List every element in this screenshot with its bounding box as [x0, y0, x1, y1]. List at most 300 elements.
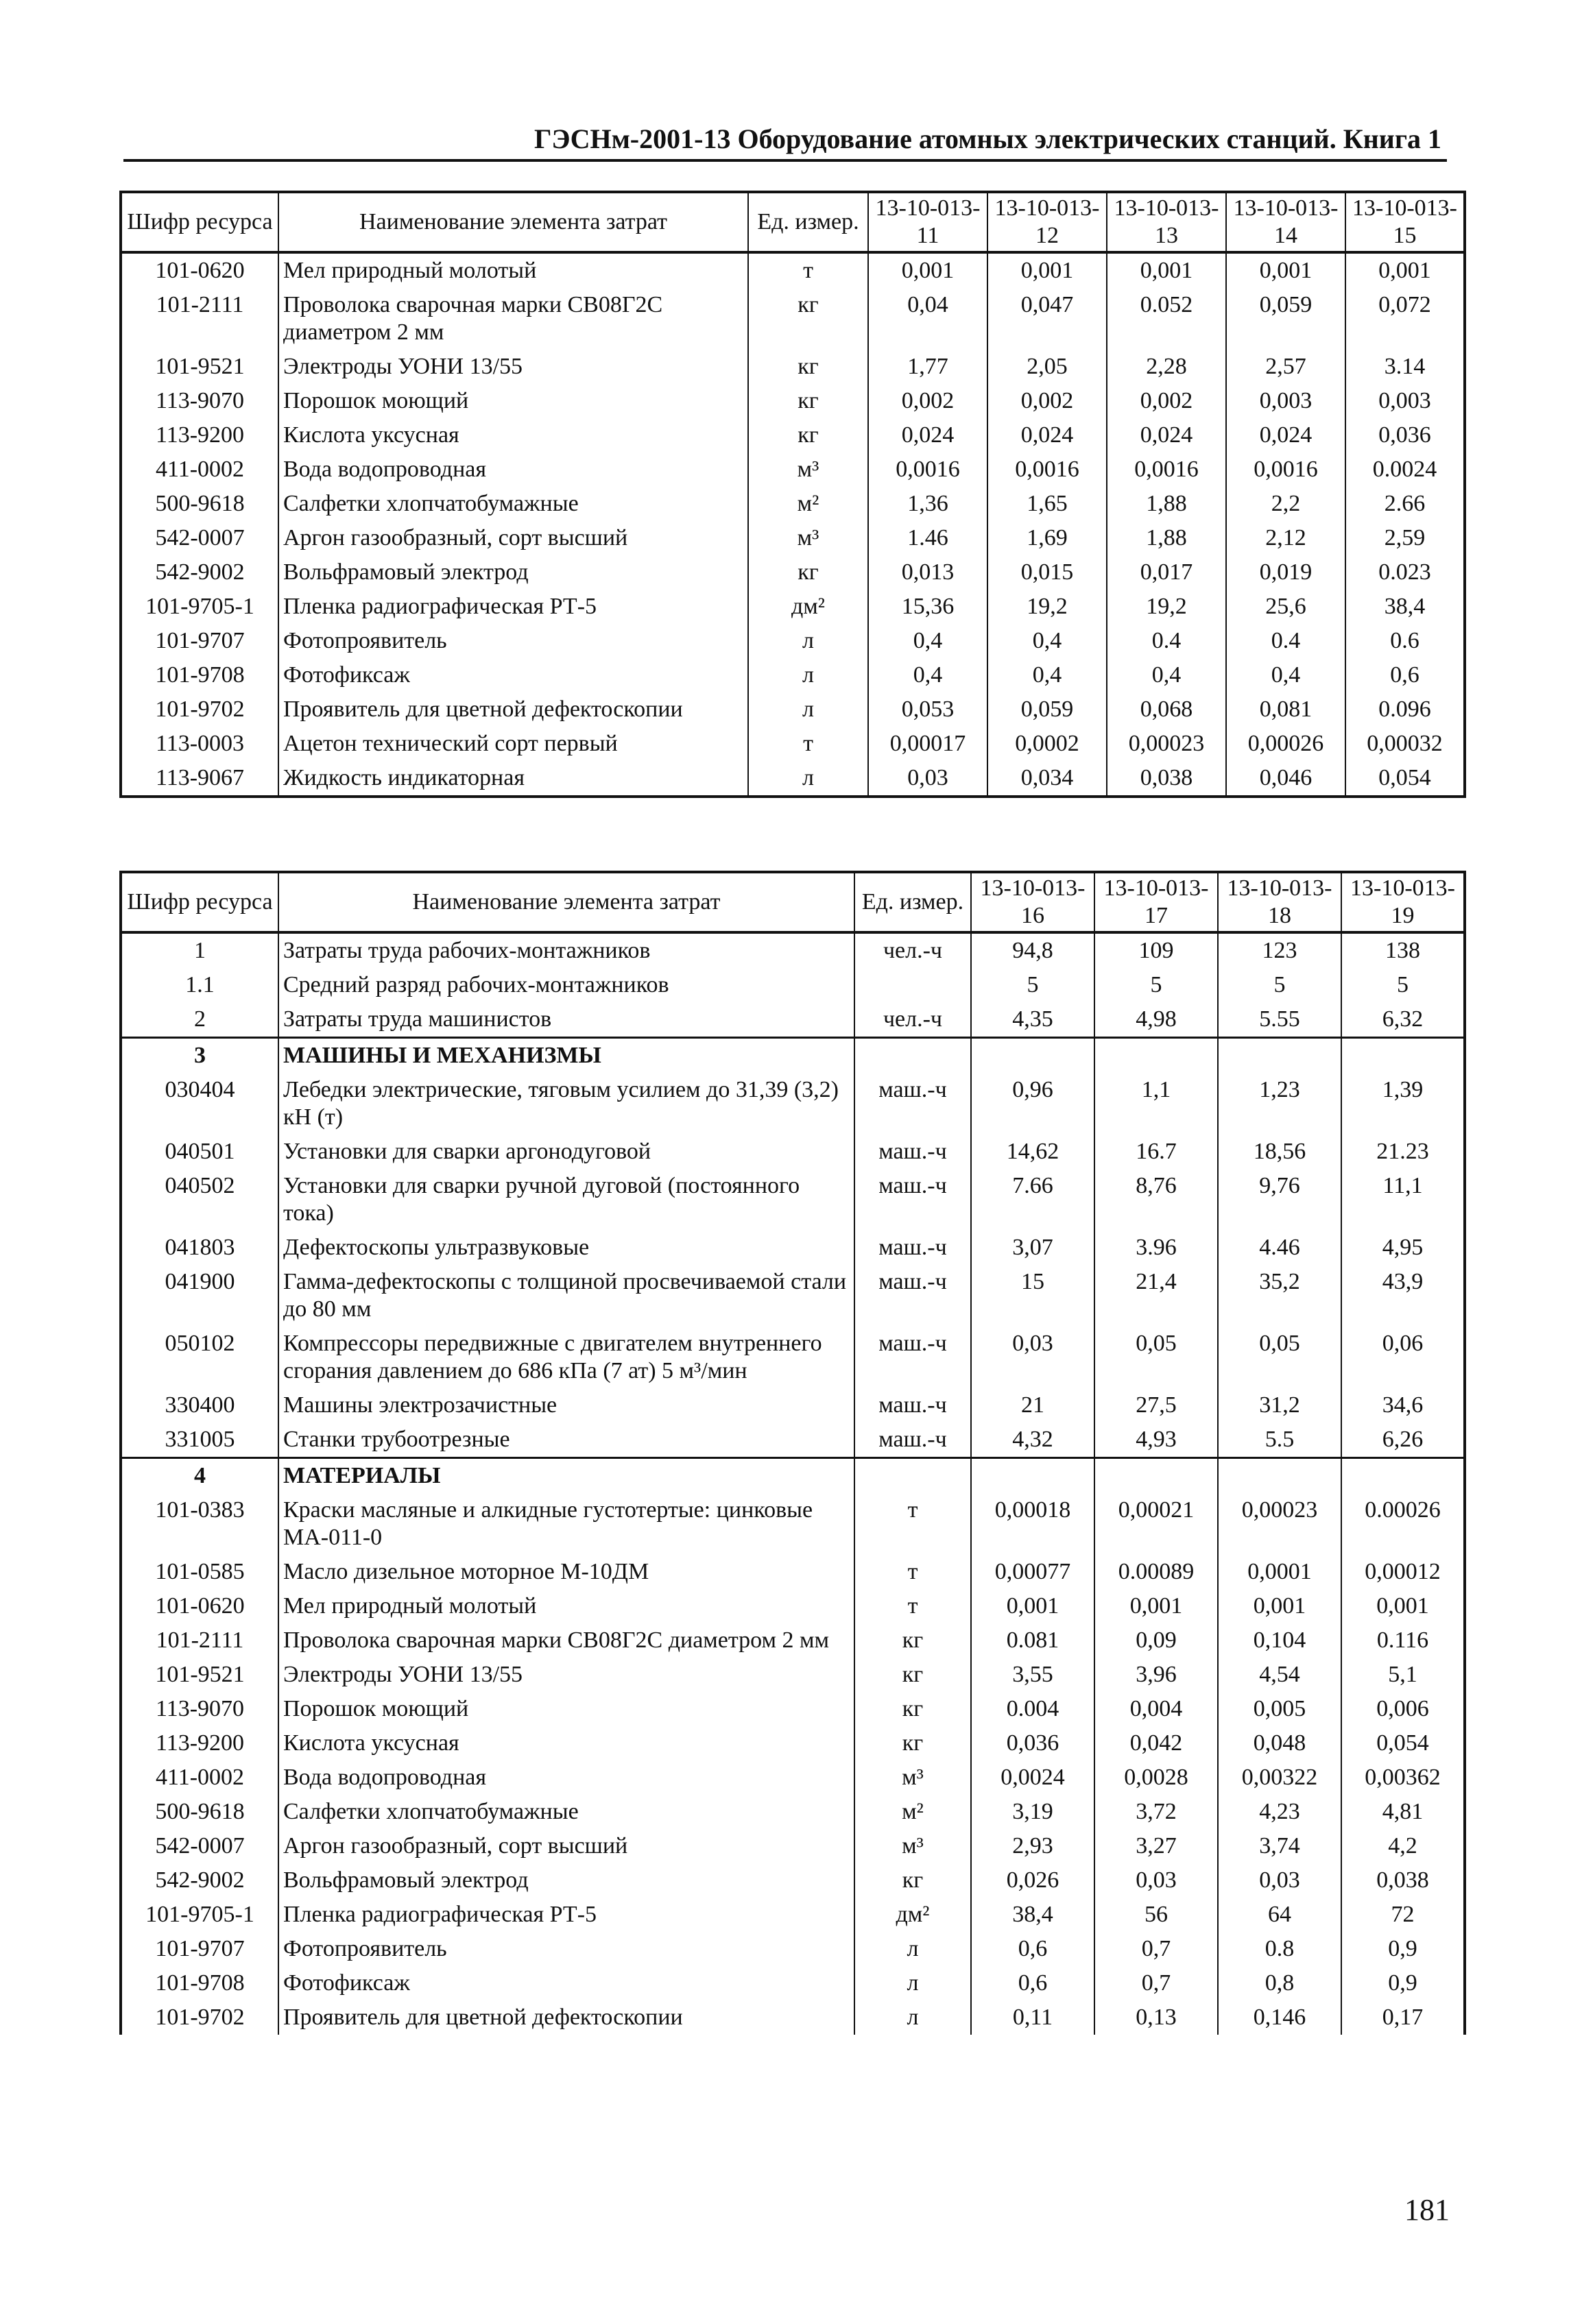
table1-header-unit: Ед. измер.	[748, 192, 868, 252]
resource-table-2	[119, 871, 1466, 2035]
table-row	[121, 350, 1465, 384]
value-cell: 0,7	[1094, 1932, 1218, 1966]
unit-cell: м³	[854, 1829, 971, 1863]
table-row	[121, 1623, 1465, 1658]
value-cell: 2,2	[1226, 487, 1345, 521]
resource-name: Станки трубоотрезные	[278, 1423, 854, 1458]
value-cell: 0,047	[987, 288, 1107, 350]
value-cell: 4,93	[1094, 1423, 1218, 1458]
unit-cell: кг	[748, 384, 868, 418]
resource-name: Краски масляные и алкидные густотертые: цинковые МА-011-0	[278, 1493, 854, 1555]
resource-code: 101-0383	[121, 1493, 278, 1555]
unit-cell: чел.-ч	[854, 1002, 971, 1038]
value-cell: 4,2	[1341, 1829, 1465, 1863]
resource-name: МАТЕРИАЛЫ	[278, 1458, 854, 1494]
table-row	[121, 761, 1465, 797]
value-cell: 9,76	[1218, 1169, 1341, 1231]
unit-cell: кг	[748, 418, 868, 452]
unit-cell: кг	[748, 350, 868, 384]
value-cell: 0,046	[1226, 761, 1345, 797]
value-cell: 0,038	[1107, 761, 1226, 797]
value-cell: 0,05	[1094, 1327, 1218, 1388]
value-cell	[1094, 1458, 1218, 1494]
value-cell: 0,042	[1094, 1726, 1218, 1760]
table-row	[121, 1555, 1465, 1589]
resource-code: 101-9702	[121, 2000, 278, 2035]
unit-cell: кг	[854, 1692, 971, 1726]
value-cell: 0,072	[1345, 288, 1465, 350]
value-cell: 27,5	[1094, 1388, 1218, 1423]
resource-name: Жидкость индикаторная	[278, 761, 748, 797]
resource-code: 101-9521	[121, 350, 278, 384]
value-cell: 0,059	[987, 692, 1107, 727]
table-row	[121, 521, 1465, 555]
value-cell: 123	[1218, 932, 1341, 968]
value-cell: 43,9	[1341, 1265, 1465, 1327]
resource-name: Кислота уксусная	[278, 1726, 854, 1760]
value-cell: 1,88	[1107, 521, 1226, 555]
value-cell: 0.8	[1218, 1932, 1341, 1966]
table1-header-col-1: 13-10-013-11	[868, 192, 987, 252]
table-row	[121, 418, 1465, 452]
resource-code: 030404	[121, 1073, 278, 1135]
unit-cell: л	[748, 658, 868, 692]
resource-code: 1	[121, 932, 278, 968]
value-cell: 1,36	[868, 487, 987, 521]
value-cell: 5.5	[1218, 1423, 1341, 1458]
table-row	[121, 1760, 1465, 1795]
table-row	[121, 252, 1465, 288]
value-cell: 21	[971, 1388, 1094, 1423]
unit-cell: т	[854, 1493, 971, 1555]
value-cell: 35,2	[1218, 1265, 1341, 1327]
value-cell: 0,054	[1345, 761, 1465, 797]
value-cell: 0,8	[1218, 1966, 1341, 2000]
table-row	[121, 932, 1465, 968]
table-row	[121, 1898, 1465, 1932]
value-cell: 0.081	[971, 1623, 1094, 1658]
resource-name: Порошок моющий	[278, 1692, 854, 1726]
value-cell: 5	[1341, 968, 1465, 1002]
value-cell: 0,0016	[1107, 452, 1226, 487]
table1-header-col-5: 13-10-013-15	[1345, 192, 1465, 252]
value-cell: 0,024	[868, 418, 987, 452]
value-cell: 0,17	[1341, 2000, 1465, 2035]
resource-name: Электроды УОНИ 13/55	[278, 1658, 854, 1692]
unit-cell: м³	[748, 521, 868, 555]
value-cell: 0,00362	[1341, 1760, 1465, 1795]
value-cell: 0,036	[1345, 418, 1465, 452]
table-row	[121, 1692, 1465, 1726]
table-row	[121, 1658, 1465, 1692]
resource-name: Компрессоры передвижные с двигателем внутреннего сгорания давлением до 686 кПа (7 ат) 5 м³/мин	[278, 1327, 854, 1388]
unit-cell: маш.-ч	[854, 1327, 971, 1388]
value-cell: 15	[971, 1265, 1094, 1327]
unit-cell: л	[854, 1932, 971, 1966]
value-cell: 4,54	[1218, 1658, 1341, 1692]
value-cell: 0.0024	[1345, 452, 1465, 487]
value-cell: 0,015	[987, 555, 1107, 590]
value-cell: 0,001	[1094, 1589, 1218, 1623]
value-cell: 0,6	[971, 1966, 1094, 2000]
table2-header-unit: Ед. измер.	[854, 872, 971, 932]
resource-code: 113-9070	[121, 384, 278, 418]
resource-code: 041900	[121, 1265, 278, 1327]
value-cell: 94,8	[971, 932, 1094, 968]
value-cell: 0,002	[987, 384, 1107, 418]
value-cell: 0.4	[1226, 624, 1345, 658]
resource-name: Электроды УОНИ 13/55	[278, 350, 748, 384]
value-cell: 0,03	[868, 761, 987, 797]
value-cell: 4,95	[1341, 1231, 1465, 1265]
resource-code: 1.1	[121, 968, 278, 1002]
value-cell: 2,59	[1345, 521, 1465, 555]
table1-body	[121, 252, 1465, 797]
value-cell: 3,27	[1094, 1829, 1218, 1863]
unit-cell: т	[748, 727, 868, 761]
resource-name: Затраты труда рабочих-монтажников	[278, 932, 854, 968]
value-cell: 1,65	[987, 487, 1107, 521]
resource-code: 050102	[121, 1327, 278, 1388]
resource-name: МАШИНЫ И МЕХАНИЗМЫ	[278, 1038, 854, 1074]
value-cell: 3,74	[1218, 1829, 1341, 1863]
value-cell: 0,036	[971, 1726, 1094, 1760]
value-cell: 0,0024	[971, 1760, 1094, 1795]
resource-name: Масло дизельное моторное М-10ДМ	[278, 1555, 854, 1589]
value-cell: 0,00018	[971, 1493, 1094, 1555]
value-cell: 4,98	[1094, 1002, 1218, 1038]
value-cell: 0,06	[1341, 1327, 1465, 1388]
resource-name: Кислота уксусная	[278, 418, 748, 452]
table-row	[121, 1231, 1465, 1265]
resource-code: 101-9708	[121, 1966, 278, 2000]
table-row	[121, 658, 1465, 692]
table-row	[121, 1423, 1465, 1458]
resource-code: 101-0620	[121, 1589, 278, 1623]
value-cell: 0,4	[1107, 658, 1226, 692]
value-cell: 0,04	[868, 288, 987, 350]
value-cell: 0,0016	[1226, 452, 1345, 487]
table-row	[121, 1135, 1465, 1169]
value-cell: 0,03	[971, 1327, 1094, 1388]
value-cell: 0,001	[1218, 1589, 1341, 1623]
table1-header-col-3: 13-10-013-13	[1107, 192, 1226, 252]
value-cell: 1,88	[1107, 487, 1226, 521]
resource-name: Салфетки хлопчатобумажные	[278, 487, 748, 521]
unit-cell: чел.-ч	[854, 932, 971, 968]
resource-code: 3	[121, 1038, 278, 1074]
value-cell: 0,6	[971, 1932, 1094, 1966]
unit-cell: кг	[854, 1726, 971, 1760]
table-row	[121, 1073, 1465, 1135]
value-cell: 1,39	[1341, 1073, 1465, 1135]
value-cell: 0,9	[1341, 1966, 1465, 2000]
resource-code: 101-0585	[121, 1555, 278, 1589]
value-cell: 0,104	[1218, 1623, 1341, 1658]
resource-name: Фотофиксаж	[278, 658, 748, 692]
resource-code: 411-0002	[121, 452, 278, 487]
value-cell: 72	[1341, 1898, 1465, 1932]
unit-cell: кг	[854, 1658, 971, 1692]
value-cell: 8,76	[1094, 1169, 1218, 1231]
value-cell: 0,048	[1218, 1726, 1341, 1760]
unit-cell: м²	[854, 1795, 971, 1829]
resource-name: Проволока сварочная марки СВ08Г2С диаметром 2 мм	[278, 1623, 854, 1658]
table-row	[121, 1829, 1465, 1863]
value-cell: 0,038	[1341, 1863, 1465, 1898]
value-cell: 0,024	[987, 418, 1107, 452]
value-cell: 0,001	[1107, 252, 1226, 288]
page-header	[123, 117, 1447, 162]
table1-header-row	[121, 192, 1465, 252]
resource-code: 101-9708	[121, 658, 278, 692]
value-cell: 0,001	[987, 252, 1107, 288]
table-row	[121, 692, 1465, 727]
value-cell: 56	[1094, 1898, 1218, 1932]
unit-cell: м³	[854, 1760, 971, 1795]
value-cell: 0,6	[1345, 658, 1465, 692]
value-cell: 0,13	[1094, 2000, 1218, 2035]
unit-cell: кг	[748, 288, 868, 350]
table-row	[121, 727, 1465, 761]
resource-code: 101-9702	[121, 692, 278, 727]
table1-header-col-4: 13-10-013-14	[1226, 192, 1345, 252]
value-cell: 16.7	[1094, 1135, 1218, 1169]
resource-name: Установки для сварки аргонодуговой	[278, 1135, 854, 1169]
value-cell: 0,001	[868, 252, 987, 288]
value-cell: 0,001	[1341, 1589, 1465, 1623]
resource-table-1	[119, 191, 1466, 798]
resource-name: Аргон газообразный, сорт высший	[278, 1829, 854, 1863]
value-cell: 0,024	[1226, 418, 1345, 452]
value-cell: 0.052	[1107, 288, 1226, 350]
value-cell: 2,05	[987, 350, 1107, 384]
value-cell: 0,4	[868, 624, 987, 658]
value-cell: 38,4	[1345, 590, 1465, 624]
table1-header-col-2: 13-10-013-12	[987, 192, 1107, 252]
value-cell: 0,00322	[1218, 1760, 1341, 1795]
value-cell: 0,0016	[987, 452, 1107, 487]
value-cell: 0,001	[1345, 252, 1465, 288]
resource-code: 331005	[121, 1423, 278, 1458]
value-cell: 38,4	[971, 1898, 1094, 1932]
value-cell: 0,004	[1094, 1692, 1218, 1726]
table-row	[121, 1493, 1465, 1555]
value-cell: 2,28	[1107, 350, 1226, 384]
value-cell: 3.14	[1345, 350, 1465, 384]
table-row	[121, 1589, 1465, 1623]
resource-name: Фотопроявитель	[278, 1932, 854, 1966]
unit-cell: л	[748, 692, 868, 727]
value-cell: 2,57	[1226, 350, 1345, 384]
resource-code: 500-9618	[121, 487, 278, 521]
value-cell: 3.96	[1094, 1231, 1218, 1265]
value-cell: 0,00012	[1341, 1555, 1465, 1589]
value-cell: 0.6	[1345, 624, 1465, 658]
value-cell: 0,0028	[1094, 1760, 1218, 1795]
table-row	[121, 2000, 1465, 2035]
value-cell: 5	[1094, 968, 1218, 1002]
unit-cell: маш.-ч	[854, 1073, 971, 1135]
value-cell: 7.66	[971, 1169, 1094, 1231]
table2-header-code: Шифр ресурса	[121, 872, 278, 932]
table-row	[121, 590, 1465, 624]
table-row	[121, 1795, 1465, 1829]
value-cell: 109	[1094, 932, 1218, 968]
value-cell: 1,69	[987, 521, 1107, 555]
resource-code: 4	[121, 1458, 278, 1494]
resource-name: Установки для сварки ручной дуговой (постоянного тока)	[278, 1169, 854, 1231]
value-cell: 0.004	[971, 1692, 1094, 1726]
value-cell: 0,026	[971, 1863, 1094, 1898]
table2-header-col-2: 13-10-013-17	[1094, 872, 1218, 932]
resource-name: Пленка радиографическая РТ-5	[278, 1898, 854, 1932]
resource-name: Гамма-дефектоскопы с толщиной просвечиваемой стали до 80 мм	[278, 1265, 854, 1327]
value-cell: 2,93	[971, 1829, 1094, 1863]
resource-name: Проявитель для цветной дефектоскопии	[278, 2000, 854, 2035]
value-cell: 2,12	[1226, 521, 1345, 555]
table1-header-name: Наименование элемента затрат	[278, 192, 748, 252]
value-cell: 11,1	[1341, 1169, 1465, 1231]
value-cell: 0,4	[987, 658, 1107, 692]
unit-cell: м²	[748, 487, 868, 521]
table-row	[121, 384, 1465, 418]
resource-code: 113-9067	[121, 761, 278, 797]
resource-name: Машины электрозачистные	[278, 1388, 854, 1423]
resource-code: 041803	[121, 1231, 278, 1265]
value-cell: 0,034	[987, 761, 1107, 797]
value-cell: 0,019	[1226, 555, 1345, 590]
resource-code: 101-9707	[121, 624, 278, 658]
table-row	[121, 555, 1465, 590]
value-cell: 0,013	[868, 555, 987, 590]
value-cell: 34,6	[1341, 1388, 1465, 1423]
unit-cell	[854, 1038, 971, 1074]
table2-header-col-3: 13-10-013-18	[1218, 872, 1341, 932]
value-cell: 0.096	[1345, 692, 1465, 727]
resource-name: Пленка радиографическая РТ-5	[278, 590, 748, 624]
resource-code: 101-9705-1	[121, 590, 278, 624]
value-cell: 3,55	[971, 1658, 1094, 1692]
resource-name: Вода водопроводная	[278, 452, 748, 487]
value-cell: 0,05	[1218, 1327, 1341, 1388]
unit-cell: кг	[854, 1863, 971, 1898]
value-cell: 0,146	[1218, 2000, 1341, 2035]
table-row	[121, 452, 1465, 487]
value-cell: 0,03	[1094, 1863, 1218, 1898]
value-cell: 14,62	[971, 1135, 1094, 1169]
table-row	[121, 624, 1465, 658]
value-cell: 0,11	[971, 2000, 1094, 2035]
value-cell: 4,81	[1341, 1795, 1465, 1829]
value-cell: 0,9	[1341, 1932, 1465, 1966]
unit-cell: л	[854, 1966, 971, 2000]
value-cell: 31,2	[1218, 1388, 1341, 1423]
resource-code: 542-9002	[121, 1863, 278, 1898]
value-cell: 0,00021	[1094, 1493, 1218, 1555]
resource-name: Вода водопроводная	[278, 1760, 854, 1795]
resource-code: 101-9705-1	[121, 1898, 278, 1932]
resource-code: 101-2111	[121, 1623, 278, 1658]
table2-header-row	[121, 872, 1465, 932]
table2-header-name: Наименование элемента затрат	[278, 872, 854, 932]
value-cell: 0,00017	[868, 727, 987, 761]
table-row	[121, 1327, 1465, 1388]
resource-name: Вольфрамовый электрод	[278, 1863, 854, 1898]
value-cell: 21.23	[1341, 1135, 1465, 1169]
resource-code: 542-9002	[121, 555, 278, 590]
unit-cell: т	[854, 1555, 971, 1589]
value-cell: 1,1	[1094, 1073, 1218, 1135]
unit-cell: маш.-ч	[854, 1388, 971, 1423]
value-cell: 0,4	[987, 624, 1107, 658]
unit-cell: маш.-ч	[854, 1169, 971, 1231]
value-cell	[971, 1458, 1094, 1494]
value-cell: 21,4	[1094, 1265, 1218, 1327]
table-row	[121, 1966, 1465, 2000]
value-cell: 0,0001	[1218, 1555, 1341, 1589]
value-cell: 0,003	[1226, 384, 1345, 418]
resource-name: Проволока сварочная марки СВ08Г2С диаметром 2 мм	[278, 288, 748, 350]
resource-name: Порошок моющий	[278, 384, 748, 418]
value-cell: 0,09	[1094, 1623, 1218, 1658]
resource-code: 542-0007	[121, 1829, 278, 1863]
unit-cell: кг	[748, 555, 868, 590]
resource-code: 113-9200	[121, 1726, 278, 1760]
table-row	[121, 288, 1465, 350]
resource-name: Вольфрамовый электрод	[278, 555, 748, 590]
unit-cell: м³	[748, 452, 868, 487]
value-cell	[1094, 1038, 1218, 1074]
value-cell: 0.4	[1107, 624, 1226, 658]
resource-code: 113-0003	[121, 727, 278, 761]
value-cell: 4,23	[1218, 1795, 1341, 1829]
resource-name: Ацетон технический сорт первый	[278, 727, 748, 761]
value-cell: 0,017	[1107, 555, 1226, 590]
value-cell: 0.00026	[1341, 1493, 1465, 1555]
value-cell: 0,059	[1226, 288, 1345, 350]
value-cell: 15,36	[868, 590, 987, 624]
value-cell: 0,005	[1218, 1692, 1341, 1726]
table-row	[121, 1388, 1465, 1423]
value-cell: 3,19	[971, 1795, 1094, 1829]
unit-cell: т	[748, 252, 868, 288]
value-cell: 0,002	[1107, 384, 1226, 418]
header-title: ГЭСНм-2001-13 Оборудование атомных электрических станций. Книга 1	[534, 123, 1441, 154]
value-cell: 138	[1341, 932, 1465, 968]
resource-name: Фотопроявитель	[278, 624, 748, 658]
value-cell: 1,77	[868, 350, 987, 384]
value-cell: 0,0002	[987, 727, 1107, 761]
value-cell	[1341, 1458, 1465, 1494]
table-row	[121, 1726, 1465, 1760]
value-cell: 0,006	[1341, 1692, 1465, 1726]
value-cell: 0,001	[1226, 252, 1345, 288]
unit-cell: дм²	[854, 1898, 971, 1932]
resource-code: 101-0620	[121, 252, 278, 288]
value-cell: 0.023	[1345, 555, 1465, 590]
table-row	[121, 1932, 1465, 1966]
resource-name: Дефектоскопы ультразвуковые	[278, 1231, 854, 1265]
value-cell	[1341, 1038, 1465, 1074]
table-row	[121, 1265, 1465, 1327]
value-cell: 0,0016	[868, 452, 987, 487]
resource-name: Салфетки хлопчатобумажные	[278, 1795, 854, 1829]
resource-code: 040501	[121, 1135, 278, 1169]
value-cell: 0,003	[1345, 384, 1465, 418]
value-cell: 0,002	[868, 384, 987, 418]
table-row	[121, 1002, 1465, 1038]
